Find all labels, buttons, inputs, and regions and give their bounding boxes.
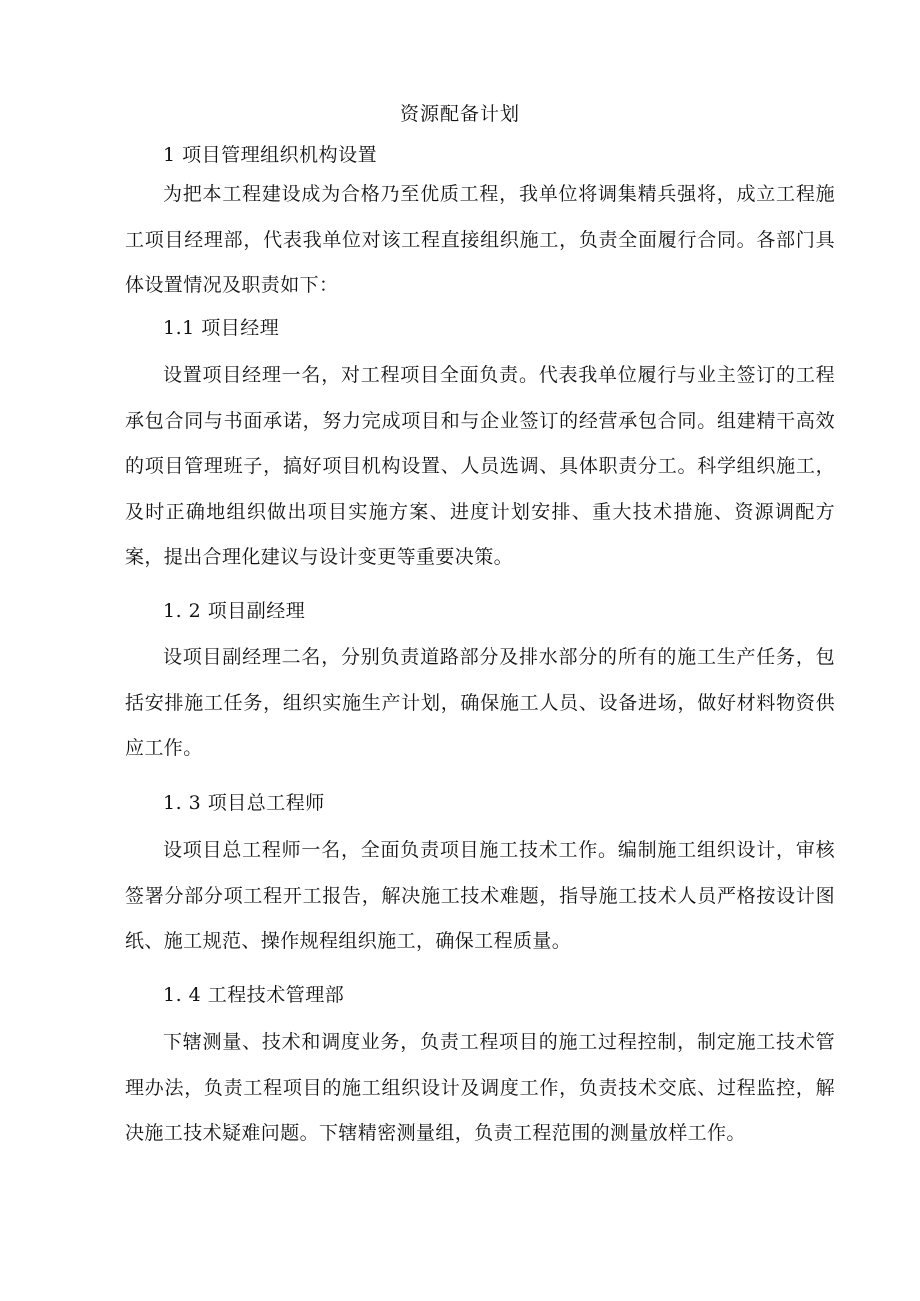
section-heading-1-1: 1.1 项目经理 xyxy=(163,317,280,339)
section-heading-1-4: 1. 4 工程技术管理部 xyxy=(163,984,345,1006)
section-body-1-1: 设置项目经理一名，对工程项目全面负责。代表我单位履行与业主签订的工程承包合同与书面承诺，努力完成项目和与企业签订的经营承包合同。组建精干高效的项目管理班子，搞好项目机构设置、人员选调、具体职责分工。科学组织施工，及时正确地组织做出项目实施方案、进度计划安排、重大技术措施、资源调配方案，提出合理化建议与设计变更等重要决策。 xyxy=(125,364,835,568)
section-body-1-2: 设项目副经理二名，分别负责道路部分及排水部分的所有的施工生产任务，包括安排施工任务，组织实施生产计划，确保施工人员、设备进场，做好材料物资供应工作。 xyxy=(125,646,835,759)
section-body-1-4: 下辖测量、技术和调度业务，负责工程项目的施工过程控制，制定施工技术管理办法，负责工程项目的施工组织设计及调度工作，负责技术交底、过程监控，解决施工技术疑难问题。下辖精密测量组，负责工程范围的测量放样工作。 xyxy=(125,1031,835,1144)
section-heading-1: 1 项目管理组织机构设置 xyxy=(163,144,378,166)
section-body-1-3: 设项目总工程师一名，全面负责项目施工技术工作。编制施工组织设计，审核签署分部分项工程开工报告，解决施工技术难题，指导施工技术人员严格按设计图纸、施工规范、操作规程组织施工，确保工程质量。 xyxy=(125,839,835,952)
document-title: 资源配备计划 xyxy=(399,103,520,125)
section-heading-1-3: 1. 3 项目总工程师 xyxy=(163,792,325,814)
section-heading-1-2: 1. 2 项目副经理 xyxy=(163,600,306,622)
section-body-1: 为把本工程建设成为合格乃至优质工程，我单位将调集精兵强将，成立工程施工项目经理部，代表我单位对该工程直接组织施工，负责全面履行合同。各部门具体设置情况及职责如下： xyxy=(125,183,835,296)
